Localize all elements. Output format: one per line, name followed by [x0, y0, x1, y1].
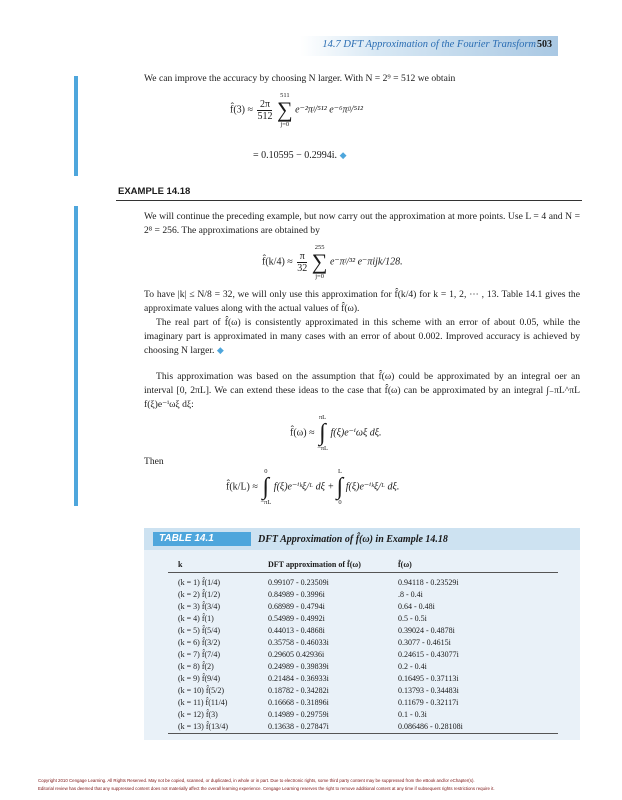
- equation-integral: [290, 414, 382, 452]
- eq2-fraction: [297, 251, 307, 274]
- eq4-int1-upper: 0: [264, 468, 268, 475]
- table-cell-k: (k = 9) f̂(9/4): [178, 674, 221, 683]
- eq3-upper: πL: [318, 414, 327, 421]
- table-cell-actual: 0.64 - 0.48i: [398, 602, 435, 611]
- eq2-term: e⁻πʲ/³² e⁻πijk/128.: [329, 256, 403, 268]
- table-cell-dft: 0.99107 - 0.23509i: [268, 578, 329, 587]
- eq2-sum-top: 255: [314, 244, 325, 251]
- eq4-integral-2: L ∫ 0: [336, 468, 344, 506]
- table-cell-k: (k = 7) f̂(7/4): [178, 650, 221, 659]
- table-cell-actual: 0.24615 - 0.43077i: [398, 650, 459, 659]
- eq2-frac-den: 32: [297, 262, 308, 274]
- eq4-int2-lower: 0: [338, 499, 342, 506]
- eq1-sum-top: 511: [280, 92, 290, 99]
- eq2-sum: 255 ∑ j=0: [311, 244, 328, 280]
- table-title: DFT Approximation of f̂(ω) in Example 14.18: [258, 534, 448, 545]
- table-header-dft: DFT approximation of f̂(ω): [268, 560, 361, 569]
- table-header-actual: f̂(ω): [398, 560, 412, 569]
- table-cell-k: (k = 11) f̂(11/4): [178, 698, 228, 707]
- example-rule: [116, 200, 582, 201]
- eq4-lhs: f̂(k/L) ≈: [226, 481, 258, 493]
- eq4-int2-upper: L: [337, 468, 342, 475]
- table-cell-k: (k = 13) f̂(13/4): [178, 722, 229, 731]
- eq4-int2-integrand: f(ξ)e⁻ⁱᵏξ/ᴸ dξ.: [345, 481, 400, 493]
- eq2-frac-num: π: [297, 251, 307, 263]
- table-cell-actual: 0.086486 - 0.28108i: [398, 722, 463, 731]
- table-cell-dft: 0.29605 0.42936i: [268, 650, 325, 659]
- table-bottom-rule: [168, 733, 558, 734]
- eq3-integral: πL ∫ −πL: [317, 414, 328, 452]
- table-cell-dft: 0.84989 - 0.3996i: [268, 590, 325, 599]
- after-example-paragraph: This approximation was based on the assumption that f̂(ω) could be approximated by an integral oer an interval [0, 2πL]. We can extend these ideas to the case that f̂(ω) can be approximated by an integral ∫₋πL^πL f(ξ)e⁻ⁱωξ dξ:: [144, 371, 580, 410]
- table-header-k: k: [178, 560, 183, 569]
- eq1-lhs: f̂(3) ≈: [230, 104, 253, 116]
- table-cell-k: (k = 2) f̂(1/2): [178, 590, 221, 599]
- table-cell-dft: 0.18782 - 0.34282i: [268, 686, 329, 695]
- copyright-footer-line-2: Editorial review has deemed that any suppressed content does not materially affect the overall learning experience. Cengage Learning reserves the right to remove additional content at any time if subsequent rights restrictions require it.: [38, 786, 495, 791]
- margin-accent-bar: [74, 206, 78, 506]
- equation-fk4: [262, 244, 403, 280]
- eq2-lhs: f̂(k/4) ≈: [262, 256, 293, 268]
- example-paragraph-2: To have |k| ≤ N/8 = 32, we will only use this approximation for f̂(k/4) for k = 1, 2, ⋯ , 13. Table 14.1 gives the approximate values along with the actual values of f̂(ω).: [144, 289, 580, 314]
- end-of-example-diamond-icon: ◆: [339, 150, 347, 160]
- table-tag: TABLE 14.1: [153, 532, 251, 546]
- equation-f3-result: [253, 150, 346, 161]
- example-paragraph-3-text: The real part of f̂(ω) is consistently approximated in this scheme with an error of about 0.05, while the imaginary part is approximated in many cases with an error of about 0.002. Improved accuracy is achieved by choosing N larger.: [144, 317, 580, 356]
- table-cell-k: (k = 10) f̂(5/2): [178, 686, 225, 695]
- eq1-frac-num: 2π: [257, 99, 272, 111]
- table-cell-dft: 0.21484 - 0.36933i: [268, 674, 329, 683]
- eq1-result: = 0.10595 − 0.2994i.: [253, 150, 338, 161]
- eq1-fraction: [257, 99, 272, 122]
- table-cell-k: (k = 8) f̂(2): [178, 662, 214, 671]
- then-label: Then: [144, 456, 164, 467]
- example-paragraph-1: We will continue the preceding example, but now carry out the approximation at more points. Use L = 4 and N = 2⁸ = 256. The approximations are obtained by: [144, 211, 580, 236]
- table-cell-actual: 0.3077 - 0.4615i: [398, 638, 451, 647]
- running-header-title: 14.7 DFT Approximation of the Fourier Transform: [322, 39, 536, 50]
- example-heading: EXAMPLE 14.18: [118, 186, 191, 197]
- eq4-int1-integrand: f(ξ)e⁻ⁱᵏξ/ᴸ dξ +: [273, 481, 335, 493]
- table-header-rule: [168, 572, 558, 573]
- table-cell-actual: 0.13793 - 0.34483i: [398, 686, 459, 695]
- table-cell-actual: 0.1 - 0.3i: [398, 710, 427, 719]
- margin-accent-bar: [74, 76, 78, 176]
- table-cell-actual: 0.2 - 0.4i: [398, 662, 427, 671]
- table-cell-k: (k = 1) f̂(1/4): [178, 578, 221, 587]
- table-cell-actual: .8 - 0.4i: [398, 590, 423, 599]
- table-cell-dft: 0.16668 - 0.31896i: [268, 698, 329, 707]
- table-cell-dft: 0.35758 - 0.46033i: [268, 638, 329, 647]
- eq1-frac-den: 512: [257, 110, 273, 122]
- table-cell-k: (k = 6) f̂(3/2): [178, 638, 221, 647]
- eq4-int1-lower: −πL: [260, 499, 272, 506]
- table-cell-dft: 0.14989 - 0.29759i: [268, 710, 329, 719]
- table-cell-actual: 0.11679 - 0.32117i: [398, 698, 459, 707]
- table-cell-k: (k = 3) f̂(3/4): [178, 602, 221, 611]
- eq2-sum-bottom: j=0: [315, 273, 324, 280]
- table-cell-dft: 0.24989 - 0.39839i: [268, 662, 329, 671]
- eq1-term: e⁻²πʲ/⁵¹² e⁻⁶πʲʲ/⁵¹²: [295, 104, 364, 116]
- eq4-integral-1: 0 ∫ −πL: [260, 468, 272, 506]
- table-cell-actual: 0.94118 - 0.23529i: [398, 578, 459, 587]
- table-cell-dft: 0.44013 - 0.4868i: [268, 626, 325, 635]
- eq3-lower: −πL: [317, 445, 328, 452]
- eq1-sum: 511 ∑ j=0: [276, 92, 293, 128]
- page-number: 503: [537, 39, 552, 50]
- table-cell-k: (k = 5) f̂(5/4): [178, 626, 221, 635]
- table-cell-actual: 0.39024 - 0.4878i: [398, 626, 455, 635]
- table-cell-dft: 0.13638 - 0.27847i: [268, 722, 329, 731]
- table-cell-k: (k = 4) f̂(1): [178, 614, 214, 623]
- table-cell-actual: 0.16495 - 0.37113i: [398, 674, 459, 683]
- eq3-integrand: f(ξ)e⁻ⁱωξ dξ.: [330, 427, 382, 439]
- eq3-lhs: f̂(ω) ≈: [290, 427, 315, 439]
- copyright-footer-line-1: Copyright 2010 Cengage Learning. All Rights Reserved. May not be copied, scanned, or duplicated, in whole or in part. Due to electronic rights, some third party content may be suppressed from the eBook and/or eChapter(s).: [38, 778, 475, 783]
- eq1-sum-bottom: j=0: [280, 121, 290, 128]
- table-cell-dft: 0.54989 - 0.4992i: [268, 614, 325, 623]
- table-cell-dft: 0.68989 - 0.4794i: [268, 602, 325, 611]
- equation-f3: [230, 92, 363, 128]
- end-of-example-diamond-icon: ◆: [216, 344, 224, 355]
- table-cell-actual: 0.5 - 0.5i: [398, 614, 427, 623]
- equation-split-integral: [226, 468, 399, 506]
- table-cell-k: (k = 12) f̂(3): [178, 710, 218, 719]
- example-paragraph-3: [144, 316, 580, 357]
- intro-paragraph: We can improve the accuracy by choosing N larger. With N = 2⁹ = 512 we obtain: [144, 73, 456, 84]
